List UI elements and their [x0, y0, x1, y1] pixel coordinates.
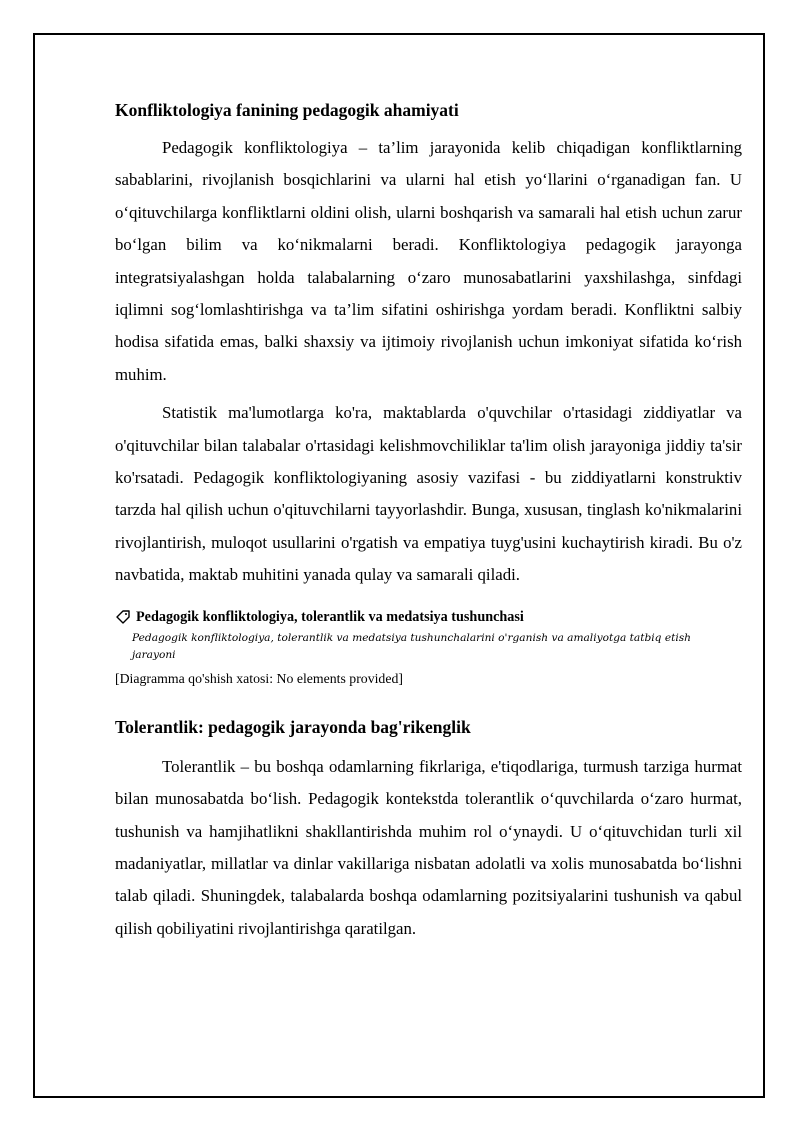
document-body — [115, 98, 742, 945]
section-heading-tolerantlik: Tolerantlik: pedagogik jarayonda bag'rikenglik — [115, 716, 471, 737]
diagram-error-message: [Diagramma qo'shish xatosi: No elements provided] — [115, 670, 403, 686]
diagram-subtitle: Pedagogik konfliktologiya, tolerantlik va medatsiya tushunchalarini o'rganish va amaliyotga tatbiq etish jarayoni — [132, 631, 691, 661]
tag-icon — [115, 609, 131, 625]
diagram-title: Pedagogik konfliktologiya, tolerantlik va medatsiya tushunchasi — [136, 608, 524, 625]
section-heading-konfliktologiya: Konfliktologiya fanining pedagogik ahamiyati — [115, 100, 459, 120]
paragraph-konfliktologiya-definition: Pedagogik konfliktologiya – ta’lim jarayonida kelib chiqadigan konfliktlarning sabablarini, rivojlanish bosqichlarini va ularni hal etish yo‘llarini o‘rganadigan fan. U o‘qituvchilarga konfliktlarni oldini olish, ularni boshqarish va samarali hal etish uchun zarur bo‘lgan bilim va ko‘nikmalarni beradi. Konfliktologiya pedagogik jarayonga integratsiyalashgan holda talabalarning o‘zaro munosabatlarini yaxshilashga, sinfdagi iqlimni sog‘lomlashtirishga va ta’lim sifatini oshirishga yordam beradi. Konfliktni salbiy hodisa sifatida emas, balki shaxsiy va ijtimoiy rivojlanish uchun imkoniyat sifatida ko‘rish muhim. — [115, 138, 742, 384]
paragraph-tolerantlik-definition: Tolerantlik – bu boshqa odamlarning fikrlariga, e'tiqodlariga, turmush tarziga hurmat bilan munosabatda bo‘lish. Pedagogik kontekstda tolerantlik o‘quvchilarda o‘zaro hurmat, tushunish va hamjihatlikni shakllantirishda muhim rol o‘ynaydi. U o‘qituvchidan turli xil madaniyatlar, millatlar va dinlar vakillariga nisbatan adolatli va xolis munosabatda bo‘lishni talab qiladi. Shuningdek, talabalarda boshqa odamlarning pozitsiyalarini tushunish va qabul qilish qobiliyatini rivojlantirishga qaratilgan. — [115, 756, 742, 938]
paragraph-statistics: Statistik ma'lumotlarga ko'ra, maktablarda o'quvchilar o'rtasidagi ziddiyatlar va o'qituvchilar bilan talabalar o'rtasidagi kelishmovchiliklar ta'lim olish jarayoniga jiddiy ta'sir ko'rsatadi. Pedagogik konfliktologiyaning asosiy vazifasi - bu ziddiyatlarni konstruktiv tarzda hal qilish uchun o'qituvchilarni tayyorlashdir. Bunga, xususan, tinglash ko'nikmalarini rivojlantirish, muloqot usullarini o'rgatish va empatiya tuyg'usini kuchaytirish kiradi. Bu o'z navbatida, maktab muhitini yanada qulay va samarali qiladi. — [115, 403, 742, 585]
diagram-title-row — [115, 606, 742, 628]
